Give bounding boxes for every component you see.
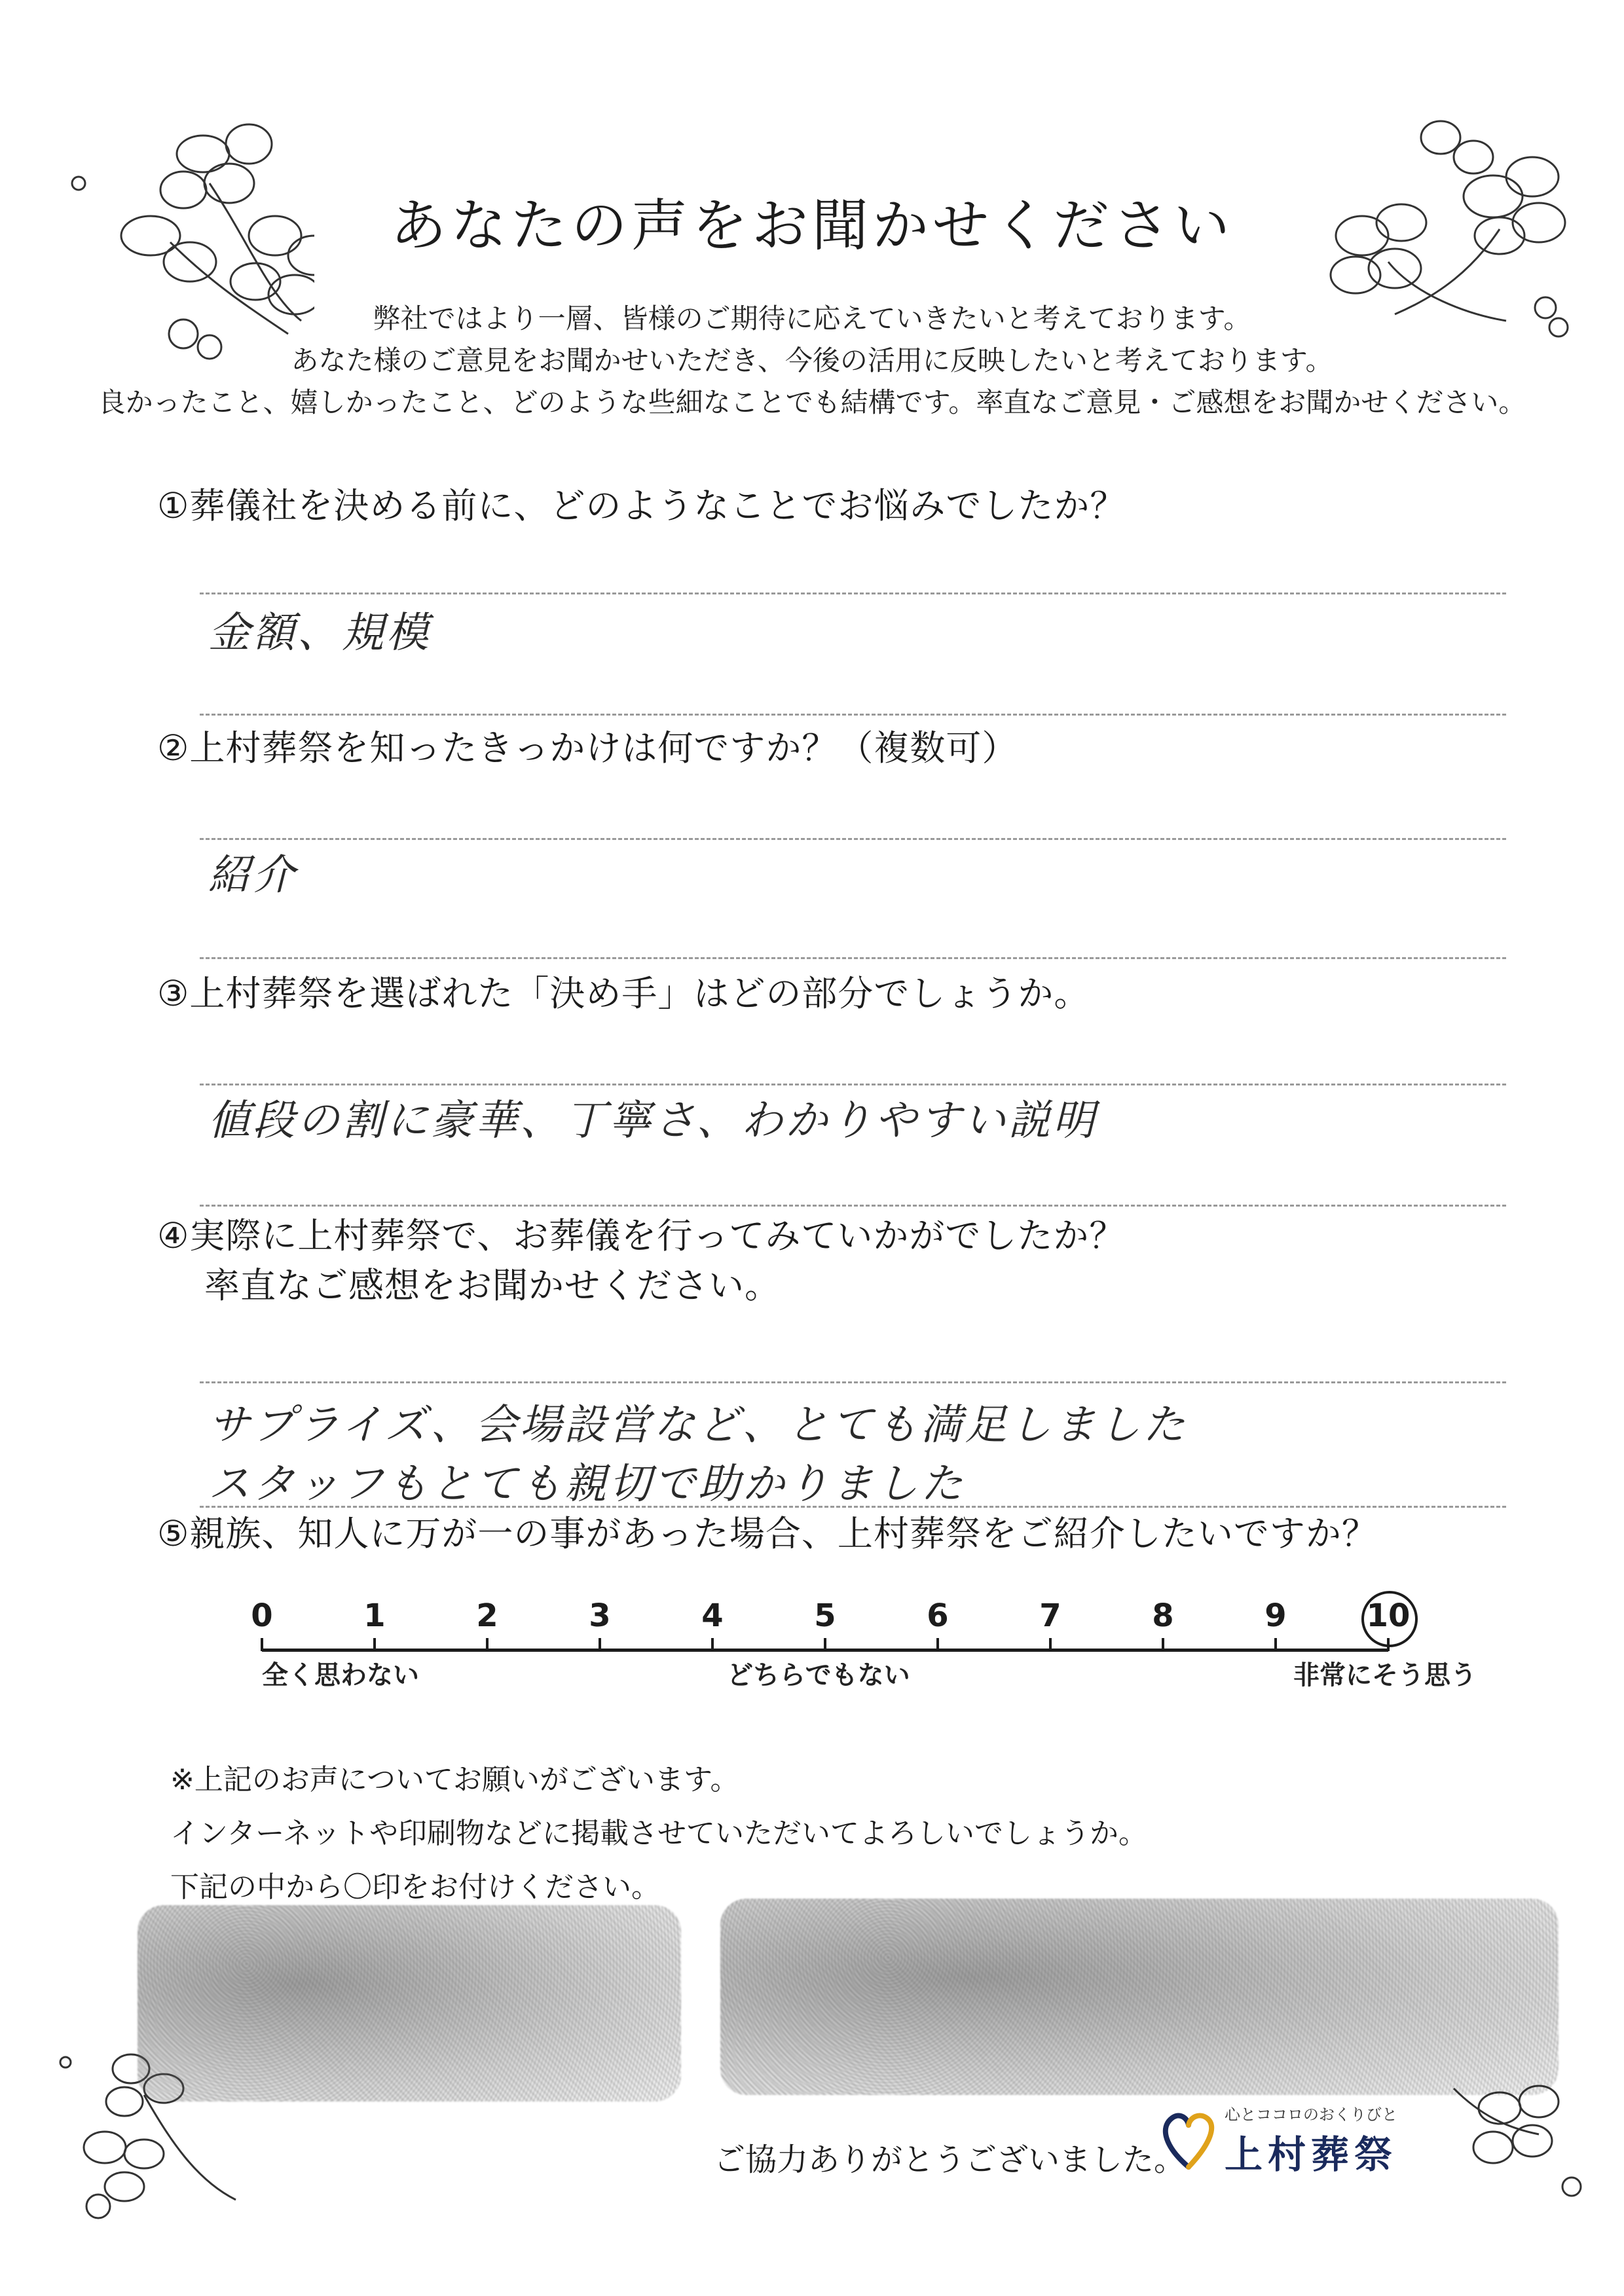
heart-logo-icon	[1159, 2108, 1218, 2174]
redacted-area-left	[138, 1905, 681, 2102]
scale-number: 6	[927, 1597, 949, 1634]
scale-number: 0	[251, 1597, 273, 1634]
scale-tick	[711, 1638, 714, 1651]
answer-1: 金額、規模	[208, 609, 431, 657]
scale-tick	[1049, 1638, 1052, 1651]
scale-tick	[936, 1638, 939, 1651]
question-2: ②上村葬祭を知ったきっかけは何ですか？（複数可）	[157, 727, 1018, 769]
company-logo	[1159, 2102, 1434, 2177]
scale-tick	[486, 1638, 489, 1651]
scale-tick	[261, 1638, 263, 1651]
scale-anchor-high: 非常にそう思う	[1293, 1660, 1477, 1690]
scale-number: 7	[1039, 1597, 1061, 1634]
question-1: ①葬儀社を決める前に、どのようなことでお悩みでしたか？	[157, 485, 1126, 526]
question-4-line: ④実際に上村葬祭で、お葬儀を行ってみていかがでしたか？	[157, 1215, 1126, 1256]
note-line: 下記の中から〇印をお付けください。	[170, 1870, 660, 1904]
scale-tick	[824, 1638, 826, 1651]
answer-2: 紹介	[208, 851, 297, 900]
publication-note	[170, 1753, 1147, 1914]
logo-tagline: 心とココロのおくりびと	[1225, 2105, 1397, 2124]
scale-number: 5	[814, 1597, 836, 1634]
note-line: ※上記のお声についてお願いがございます。	[170, 1763, 739, 1796]
intro-text	[0, 298, 1624, 424]
question-4	[157, 1211, 1125, 1311]
scale-number: 3	[589, 1597, 611, 1634]
note-line: インターネットや印刷物などに掲載させていただいてよろしいでしょうか。	[170, 1817, 1148, 1850]
redacted-area-right	[720, 1899, 1559, 2095]
scale-number: 4	[701, 1597, 724, 1634]
scale-number: 1	[363, 1597, 386, 1634]
intro-line: 弊社ではより一層、皆様のご期待に応えていきたいと考えております。	[373, 302, 1251, 335]
answer-4-line-2: スタッフもとても親切で助かりました	[208, 1460, 965, 1508]
scale-anchor-low: 全く思わない	[262, 1660, 419, 1690]
scale-tick	[1274, 1638, 1277, 1651]
answer-rule	[200, 1205, 1506, 1207]
answer-rule	[200, 592, 1506, 594]
scale-number: 8	[1152, 1597, 1174, 1634]
scale-number: 10	[1366, 1597, 1411, 1634]
question-4-line: 率直なご感想をお聞かせください。	[204, 1265, 781, 1306]
selected-score-circle	[1361, 1591, 1418, 1647]
intro-line: 良かったこと、嬉しかったこと、どのような些細なことでも結構です。率直なご意見・ご感想をお聞かせください。	[98, 386, 1526, 418]
page-title: あなたの声をお聞かせください	[390, 193, 1234, 259]
scale-number: 2	[476, 1597, 498, 1634]
answer-rule	[200, 1084, 1506, 1085]
scale-tick	[1162, 1638, 1164, 1651]
answer-rule	[200, 957, 1506, 959]
answer-4-line-1: サプライズ、会場設営など、とても満足しました	[208, 1401, 1188, 1449]
scale-number: 9	[1264, 1597, 1287, 1634]
thanks-message: ご協力ありがとうございました。	[714, 2141, 1186, 2178]
question-3: ③上村葬祭を選ばれた「決め手」はどの部分でしょうか。	[157, 973, 1090, 1014]
answer-rule	[200, 1381, 1506, 1383]
scale-tick	[599, 1638, 601, 1651]
scale-anchor-mid: どちらでもない	[727, 1660, 910, 1690]
answer-rule	[200, 714, 1506, 716]
question-5: ⑤親族、知人に万が一の事があった場合、上村葬祭をご紹介したいですか？	[157, 1513, 1378, 1554]
logo-name: 上村葬祭	[1225, 2132, 1398, 2177]
scale-tick	[373, 1638, 376, 1651]
answer-rule	[200, 838, 1506, 840]
intro-line: あなた様のご意見をお聞かせいただき、今後の活用に反映したいと考えております。	[291, 344, 1333, 376]
answer-3: 値段の割に豪華、丁寧さ、わかりやすい説明	[208, 1097, 1098, 1145]
